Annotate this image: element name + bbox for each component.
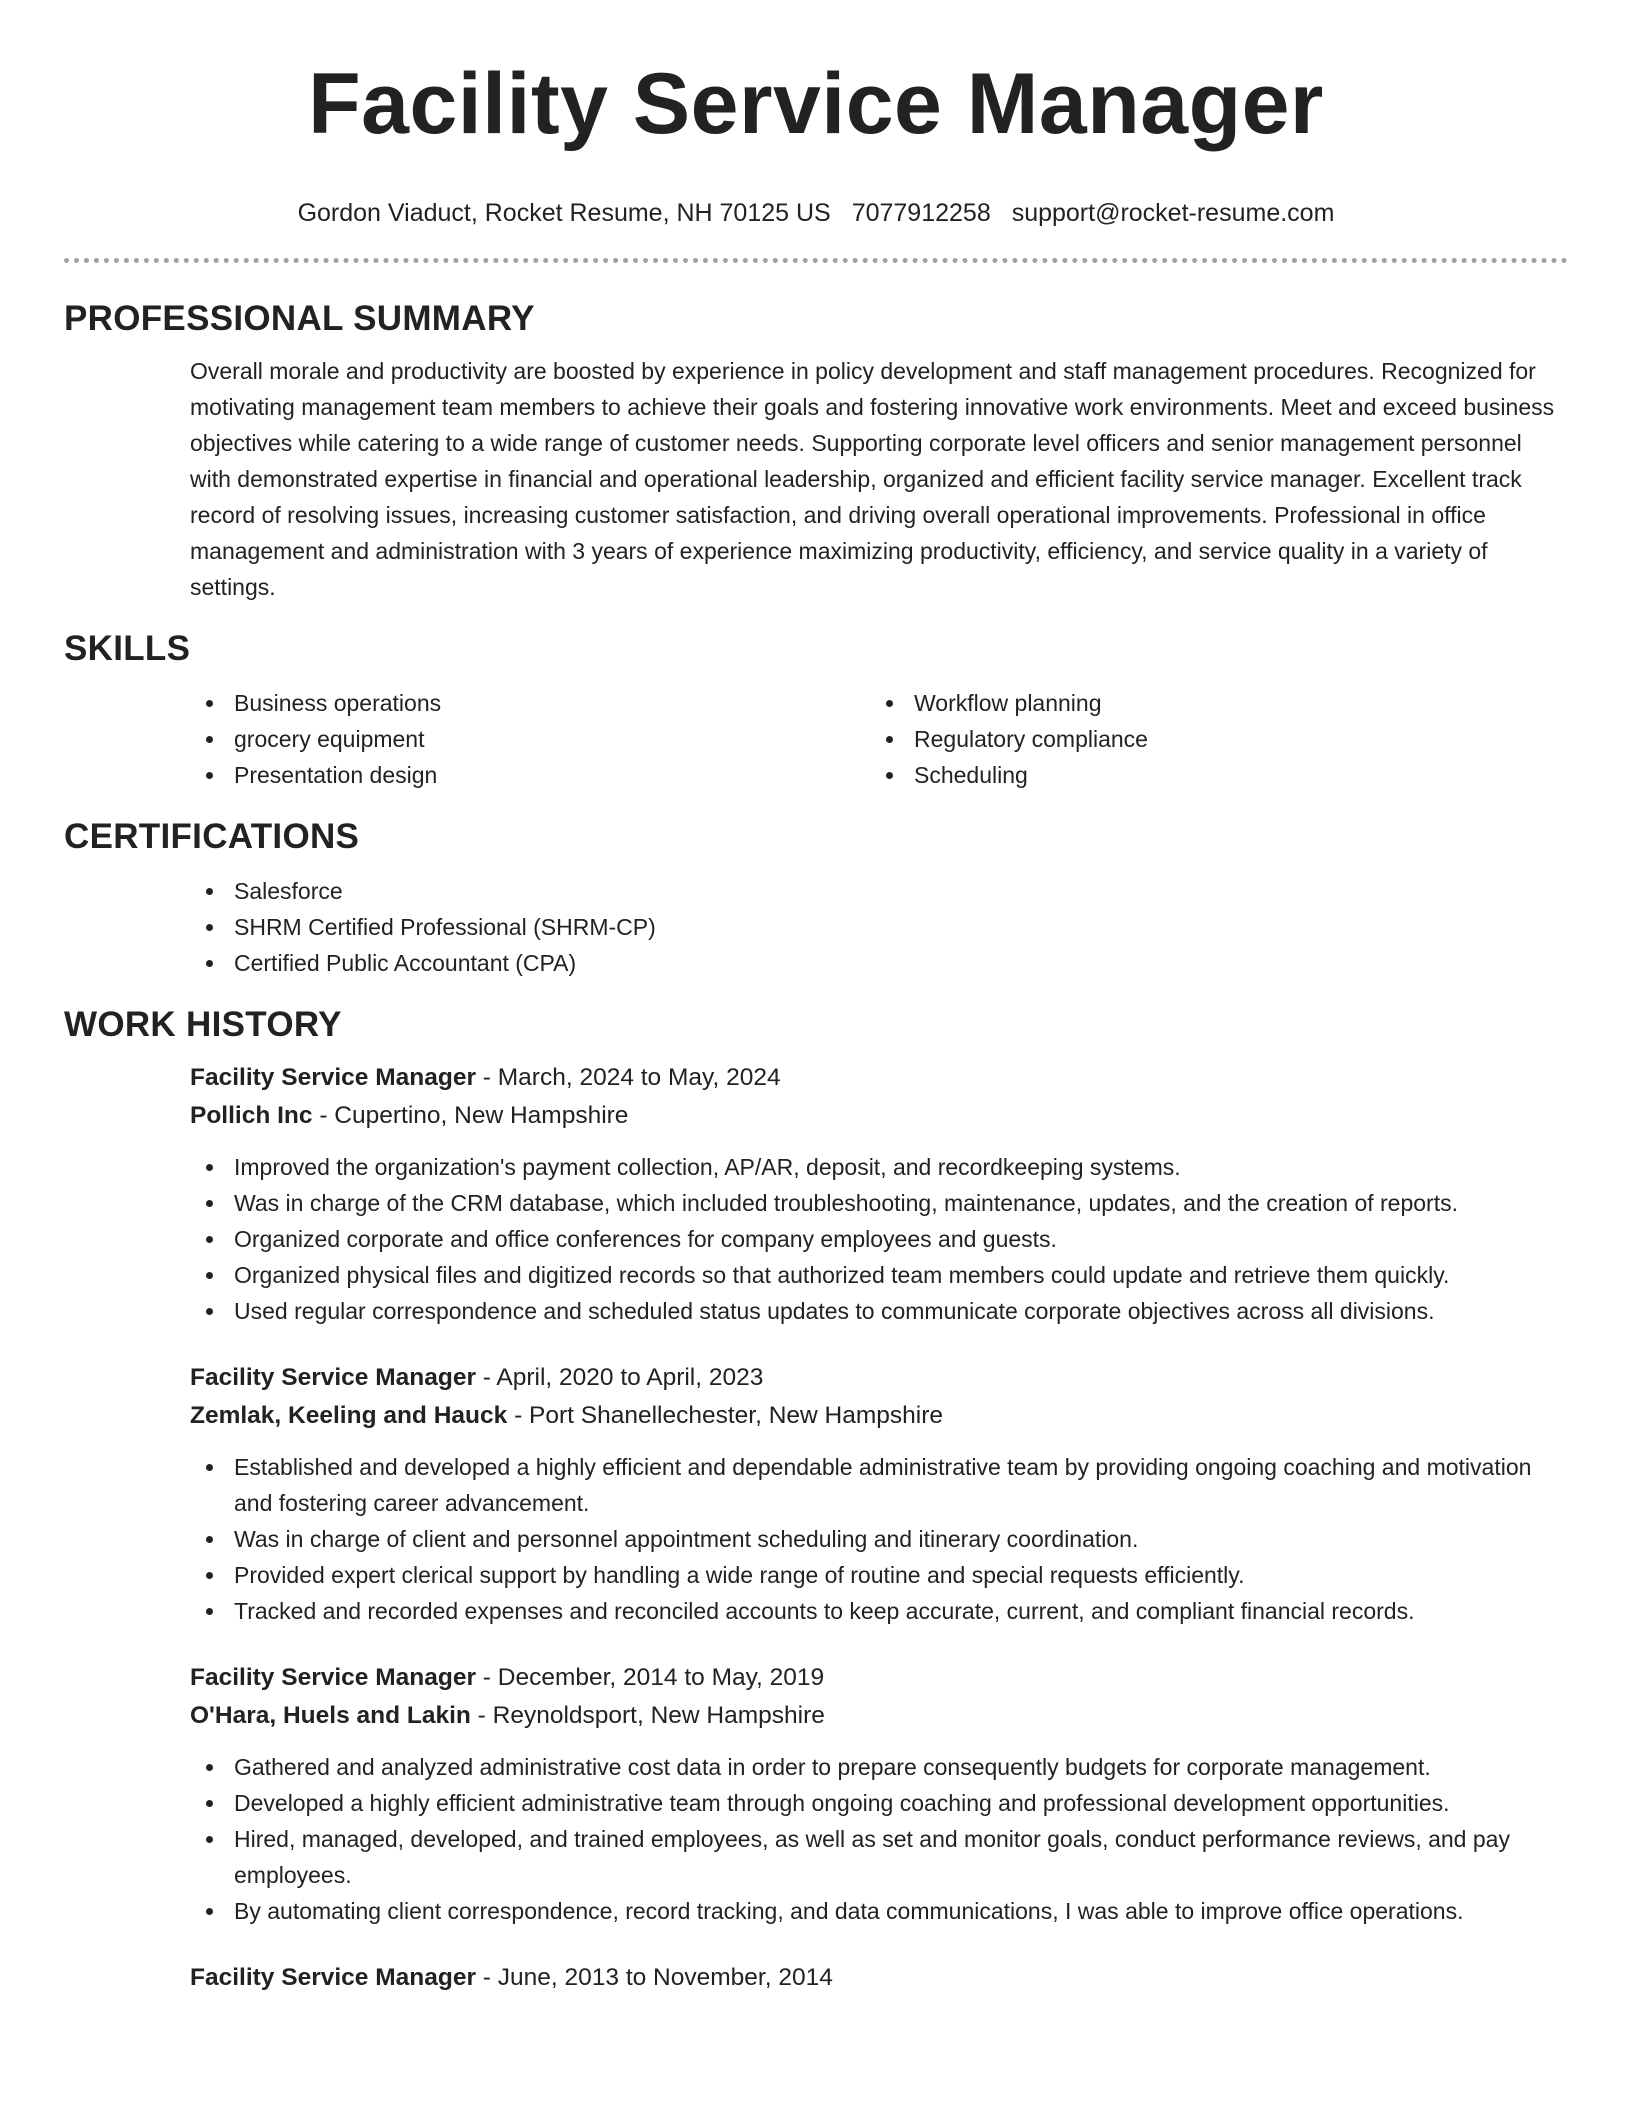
job-bullets xyxy=(190,1749,1568,1929)
skill-item: Workflow planning xyxy=(870,685,1550,721)
work-section xyxy=(64,1003,1568,1997)
certifications-title: CERTIFICATIONS xyxy=(64,817,360,856)
skill-item: Regulatory compliance xyxy=(870,721,1550,757)
job-bullet: Provided expert clerical support by handling a wide range of routine and special requests efficiently. xyxy=(190,1557,1568,1593)
job-role-line xyxy=(190,1659,1568,1697)
job-role: Facility Service Manager xyxy=(190,1364,476,1391)
job-company: O'Hara, Huels and Lakin xyxy=(190,1702,471,1729)
summary-text: Overall morale and productivity are boosted by experience in policy development and staff management procedures. Recognized for motivating management team members to achieve their goals and fostering innovative work environments. Meet and exceed business objectives while catering to a wide range of customer needs. Supporting corporate level officers and senior management personnel with demonstrated expertise in financial and operational leadership, organized and efficient facility service manager. Excellent track record of resolving issues, increasing customer satisfaction, and driving overall operational improvements. Professional in office management and administration with 3 years of experience maximizing productivity, efficiency, and service quality in a variety of settings. xyxy=(190,358,1555,600)
summary-title: PROFESSIONAL SUMMARY xyxy=(64,299,535,338)
job-dates: - June, 2013 to November, 2014 xyxy=(482,1964,833,1991)
job-role-line xyxy=(190,1959,1568,1997)
job-company-line xyxy=(190,1097,1568,1135)
job-bullets xyxy=(190,1449,1568,1629)
job-entry xyxy=(190,1059,1568,1329)
certification-item: Certified Public Accountant (CPA) xyxy=(190,945,1568,981)
job-location: - Cupertino, New Hampshire xyxy=(319,1102,629,1129)
skills-columns xyxy=(190,685,1568,793)
job-bullet: Established and developed a highly efficient and dependable administrative team by providing ongoing coaching and motivation and fostering career advancement. xyxy=(190,1449,1568,1521)
job-role-line xyxy=(190,1359,1568,1397)
certification-item: Salesforce xyxy=(190,873,1568,909)
job-company-line xyxy=(190,1397,1568,1435)
job-bullet: Gathered and analyzed administrative cost data in order to prepare consequently budgets for corporate management. xyxy=(190,1749,1568,1785)
skill-item: grocery equipment xyxy=(190,721,870,757)
skill-item: Business operations xyxy=(190,685,870,721)
resume-name: Facility Service Manager xyxy=(308,56,1324,152)
skills-left-list xyxy=(190,685,870,793)
job-bullet: Used regular correspondence and scheduled status updates to communicate corporate objectives across all divisions. xyxy=(190,1293,1568,1329)
job-bullet: Was in charge of client and personnel appointment scheduling and itinerary coordination. xyxy=(190,1521,1568,1557)
job-company: Zemlak, Keeling and Hauck xyxy=(190,1402,508,1429)
job-entry xyxy=(190,1359,1568,1629)
job-dates: - April, 2020 to April, 2023 xyxy=(482,1364,764,1391)
job-bullet: Improved the organization's payment collection, AP/AR, deposit, and recordkeeping systems. xyxy=(190,1149,1568,1185)
job-location: - Port Shanellechester, New Hampshire xyxy=(514,1402,944,1429)
skill-item: Scheduling xyxy=(870,757,1550,793)
header-divider xyxy=(64,258,1568,263)
summary-section xyxy=(64,297,1568,605)
job-company: Pollich Inc xyxy=(190,1102,313,1129)
job-entry xyxy=(190,1959,1568,1997)
job-company-line xyxy=(190,1697,1568,1735)
job-location: - Reynoldsport, New Hampshire xyxy=(477,1702,825,1729)
skills-right-list xyxy=(870,685,1550,793)
certifications-list xyxy=(190,873,1568,981)
job-role: Facility Service Manager xyxy=(190,1064,476,1091)
contact-line xyxy=(0,198,1632,228)
skill-item: Presentation design xyxy=(190,757,870,793)
contact-address: Gordon Viaduct, Rocket Resume, NH 70125 US xyxy=(297,199,831,227)
contact-phone: 7077912258 xyxy=(851,199,991,227)
job-bullet: Developed a highly efficient administrative team through ongoing coaching and professional development opportunities. xyxy=(190,1785,1568,1821)
job-dates: - December, 2014 to May, 2019 xyxy=(482,1664,825,1691)
job-role-line xyxy=(190,1059,1568,1097)
skills-title: SKILLS xyxy=(64,629,191,668)
work-title: WORK HISTORY xyxy=(64,1005,342,1044)
job-role: Facility Service Manager xyxy=(190,1964,476,1991)
certification-item: SHRM Certified Professional (SHRM-CP) xyxy=(190,909,1568,945)
certifications-section xyxy=(64,815,1568,981)
job-bullet: Organized corporate and office conferences for company employees and guests. xyxy=(190,1221,1568,1257)
job-entry xyxy=(190,1659,1568,1929)
job-bullet: Tracked and recorded expenses and reconciled accounts to keep accurate, current, and compliant financial records. xyxy=(190,1593,1568,1629)
job-bullet: By automating client correspondence, record tracking, and data communications, I was able to improve office operations. xyxy=(190,1893,1568,1929)
job-bullet: Organized physical files and digitized records so that authorized team members could update and retrieve them quickly. xyxy=(190,1257,1568,1293)
job-dates: - March, 2024 to May, 2024 xyxy=(482,1064,781,1091)
job-bullet: Was in charge of the CRM database, which included troubleshooting, maintenance, updates, and the creation of reports. xyxy=(190,1185,1568,1221)
job-bullets xyxy=(190,1149,1568,1329)
contact-email: support@rocket-resume.com xyxy=(1011,199,1335,227)
job-role: Facility Service Manager xyxy=(190,1664,476,1691)
skills-section xyxy=(64,627,1568,793)
job-bullet: Hired, managed, developed, and trained employees, as well as set and monitor goals, conduct performance reviews, and pay employees. xyxy=(190,1821,1568,1893)
